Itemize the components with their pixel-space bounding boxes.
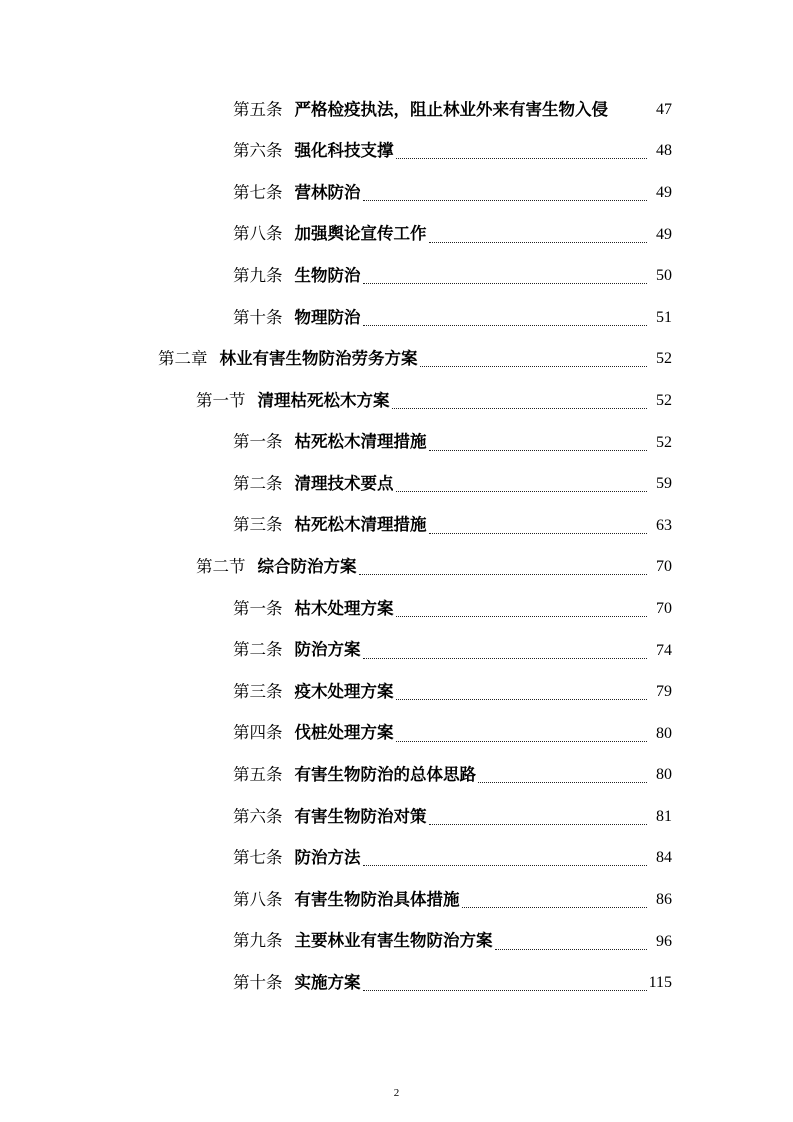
toc-entry[interactable] — [0, 671, 793, 713]
toc-entry-title: 枯死松木清理措施 — [294, 515, 427, 535]
toc-entry-page: 63 — [656, 516, 672, 534]
dot-leader — [462, 891, 648, 909]
toc-entry-number: 第一节 — [196, 390, 246, 410]
toc-entry-number: 第九条 — [233, 931, 283, 951]
toc-entry-title: 强化科技支撑 — [294, 141, 394, 161]
dot-leader — [478, 766, 647, 784]
dot-leader — [420, 350, 648, 368]
toc-entry-title: 营林防治 — [294, 182, 361, 202]
toc-entry-title: 有害生物防治具体措施 — [294, 889, 460, 909]
toc-entry-number: 第五条 — [233, 99, 283, 119]
toc-entry-page: 79 — [656, 683, 672, 701]
toc-entry-title: 综合防治方案 — [257, 557, 357, 577]
dot-leader — [429, 226, 648, 244]
dot-leader — [396, 725, 648, 743]
toc-entry-number: 第九条 — [233, 265, 283, 285]
toc-entry-page: 52 — [656, 391, 672, 409]
toc-entry[interactable] — [0, 879, 793, 921]
toc-entry[interactable] — [0, 422, 793, 464]
toc-entry-number: 第六条 — [233, 806, 283, 826]
toc-entry-number: 第八条 — [233, 224, 283, 244]
toc-entry-page: 84 — [656, 849, 672, 867]
toc-entry-number: 第三条 — [233, 515, 283, 535]
table-of-contents — [0, 89, 793, 1004]
toc-entry-title: 林业有害生物防治劳务方案 — [219, 349, 418, 369]
toc-entry-page: 70 — [656, 558, 672, 576]
toc-entry-number: 第二条 — [233, 473, 283, 493]
toc-entry-title: 严格检疫执法，阻止林业外来有害生物入侵 — [294, 99, 608, 119]
toc-entry[interactable] — [0, 380, 793, 422]
toc-entry[interactable] — [0, 838, 793, 880]
toc-entry-page: 50 — [656, 267, 672, 285]
toc-entry[interactable] — [0, 214, 793, 256]
toc-entry[interactable] — [0, 630, 793, 672]
toc-entry-number: 第十条 — [233, 973, 283, 993]
toc-entry-page: 70 — [656, 599, 672, 617]
toc-entry-title: 防治方法 — [294, 848, 361, 868]
toc-entry[interactable] — [0, 921, 793, 963]
dot-leader — [392, 392, 648, 410]
dot-leader — [363, 849, 648, 867]
toc-entry-number: 第一条 — [233, 598, 283, 618]
toc-entry-page: 96 — [656, 932, 672, 950]
dot-leader — [396, 475, 648, 493]
toc-entry-title: 物理防治 — [294, 307, 361, 327]
toc-entry-number: 第八条 — [233, 889, 283, 909]
toc-entry[interactable] — [0, 172, 793, 214]
toc-entry-page: 52 — [656, 433, 672, 451]
toc-entry[interactable] — [0, 588, 793, 630]
toc-entry[interactable] — [0, 505, 793, 547]
dot-leader — [429, 517, 648, 535]
toc-entry-page: 47 — [656, 100, 672, 118]
toc-entry-title: 防治方案 — [294, 640, 361, 660]
toc-entry-number: 第二章 — [158, 349, 208, 369]
toc-entry[interactable] — [0, 755, 793, 797]
toc-entry-page: 74 — [656, 641, 672, 659]
dot-leader — [396, 600, 648, 618]
toc-entry-title: 实施方案 — [294, 973, 361, 993]
toc-entry-title: 加强舆论宣传工作 — [294, 224, 427, 244]
toc-entry-title: 伐桩处理方案 — [294, 723, 394, 743]
toc-entry-number: 第十条 — [233, 307, 283, 327]
toc-entry[interactable] — [0, 547, 793, 589]
dot-leader — [396, 683, 648, 701]
toc-entry[interactable] — [0, 131, 793, 173]
toc-entry-page: 49 — [656, 225, 672, 243]
dot-leader — [429, 808, 648, 826]
toc-entry-number: 第五条 — [233, 765, 283, 785]
toc-entry-number: 第二节 — [196, 557, 246, 577]
toc-entry[interactable] — [0, 89, 793, 131]
toc-entry-number: 第二条 — [233, 640, 283, 660]
toc-entry[interactable] — [0, 713, 793, 755]
dot-leader — [495, 933, 648, 951]
toc-entry-page: 86 — [656, 891, 672, 909]
toc-entry-title: 清理枯死松木方案 — [257, 390, 390, 410]
toc-entry-number: 第七条 — [233, 848, 283, 868]
dot-leader — [396, 142, 648, 160]
toc-entry[interactable] — [0, 962, 793, 1004]
page-number: 2 — [393, 1087, 400, 1099]
dot-leader — [363, 309, 648, 327]
dot-leader — [359, 558, 648, 576]
toc-entry-page: 59 — [656, 475, 672, 493]
toc-entry-title: 疫木处理方案 — [294, 681, 394, 701]
toc-entry-page: 51 — [656, 308, 672, 326]
toc-entry-page: 48 — [656, 142, 672, 160]
toc-entry[interactable] — [0, 463, 793, 505]
toc-entry-title: 生物防治 — [294, 265, 361, 285]
toc-entry-page: 52 — [656, 350, 672, 368]
toc-entry-number: 第三条 — [233, 681, 283, 701]
toc-entry-title: 枯死松木清理措施 — [294, 432, 427, 452]
toc-entry-title: 主要林业有害生物防治方案 — [294, 931, 493, 951]
dot-leader — [363, 184, 648, 202]
toc-entry-page: 115 — [648, 974, 672, 992]
toc-entry-page: 81 — [656, 807, 672, 825]
dot-leader — [363, 974, 648, 992]
toc-entry-page: 80 — [656, 766, 672, 784]
toc-entry-number: 第六条 — [233, 141, 283, 161]
dot-leader — [429, 434, 648, 452]
toc-entry-title: 有害生物防治的总体思路 — [294, 765, 476, 785]
toc-entry-page: 49 — [656, 183, 672, 201]
toc-entry-title: 有害生物防治对策 — [294, 806, 427, 826]
toc-entry[interactable] — [0, 339, 793, 381]
toc-entry-title: 枯木处理方案 — [294, 598, 394, 618]
toc-entry-number: 第一条 — [233, 432, 283, 452]
toc-entry[interactable] — [0, 796, 793, 838]
toc-entry-title: 清理技术要点 — [294, 473, 394, 493]
toc-entry-page: 80 — [656, 724, 672, 742]
dot-leader — [363, 267, 648, 285]
toc-entry-number: 第四条 — [233, 723, 283, 743]
toc-entry[interactable] — [0, 297, 793, 339]
toc-entry[interactable] — [0, 255, 793, 297]
dot-leader — [363, 642, 648, 660]
toc-entry-number: 第七条 — [233, 182, 283, 202]
